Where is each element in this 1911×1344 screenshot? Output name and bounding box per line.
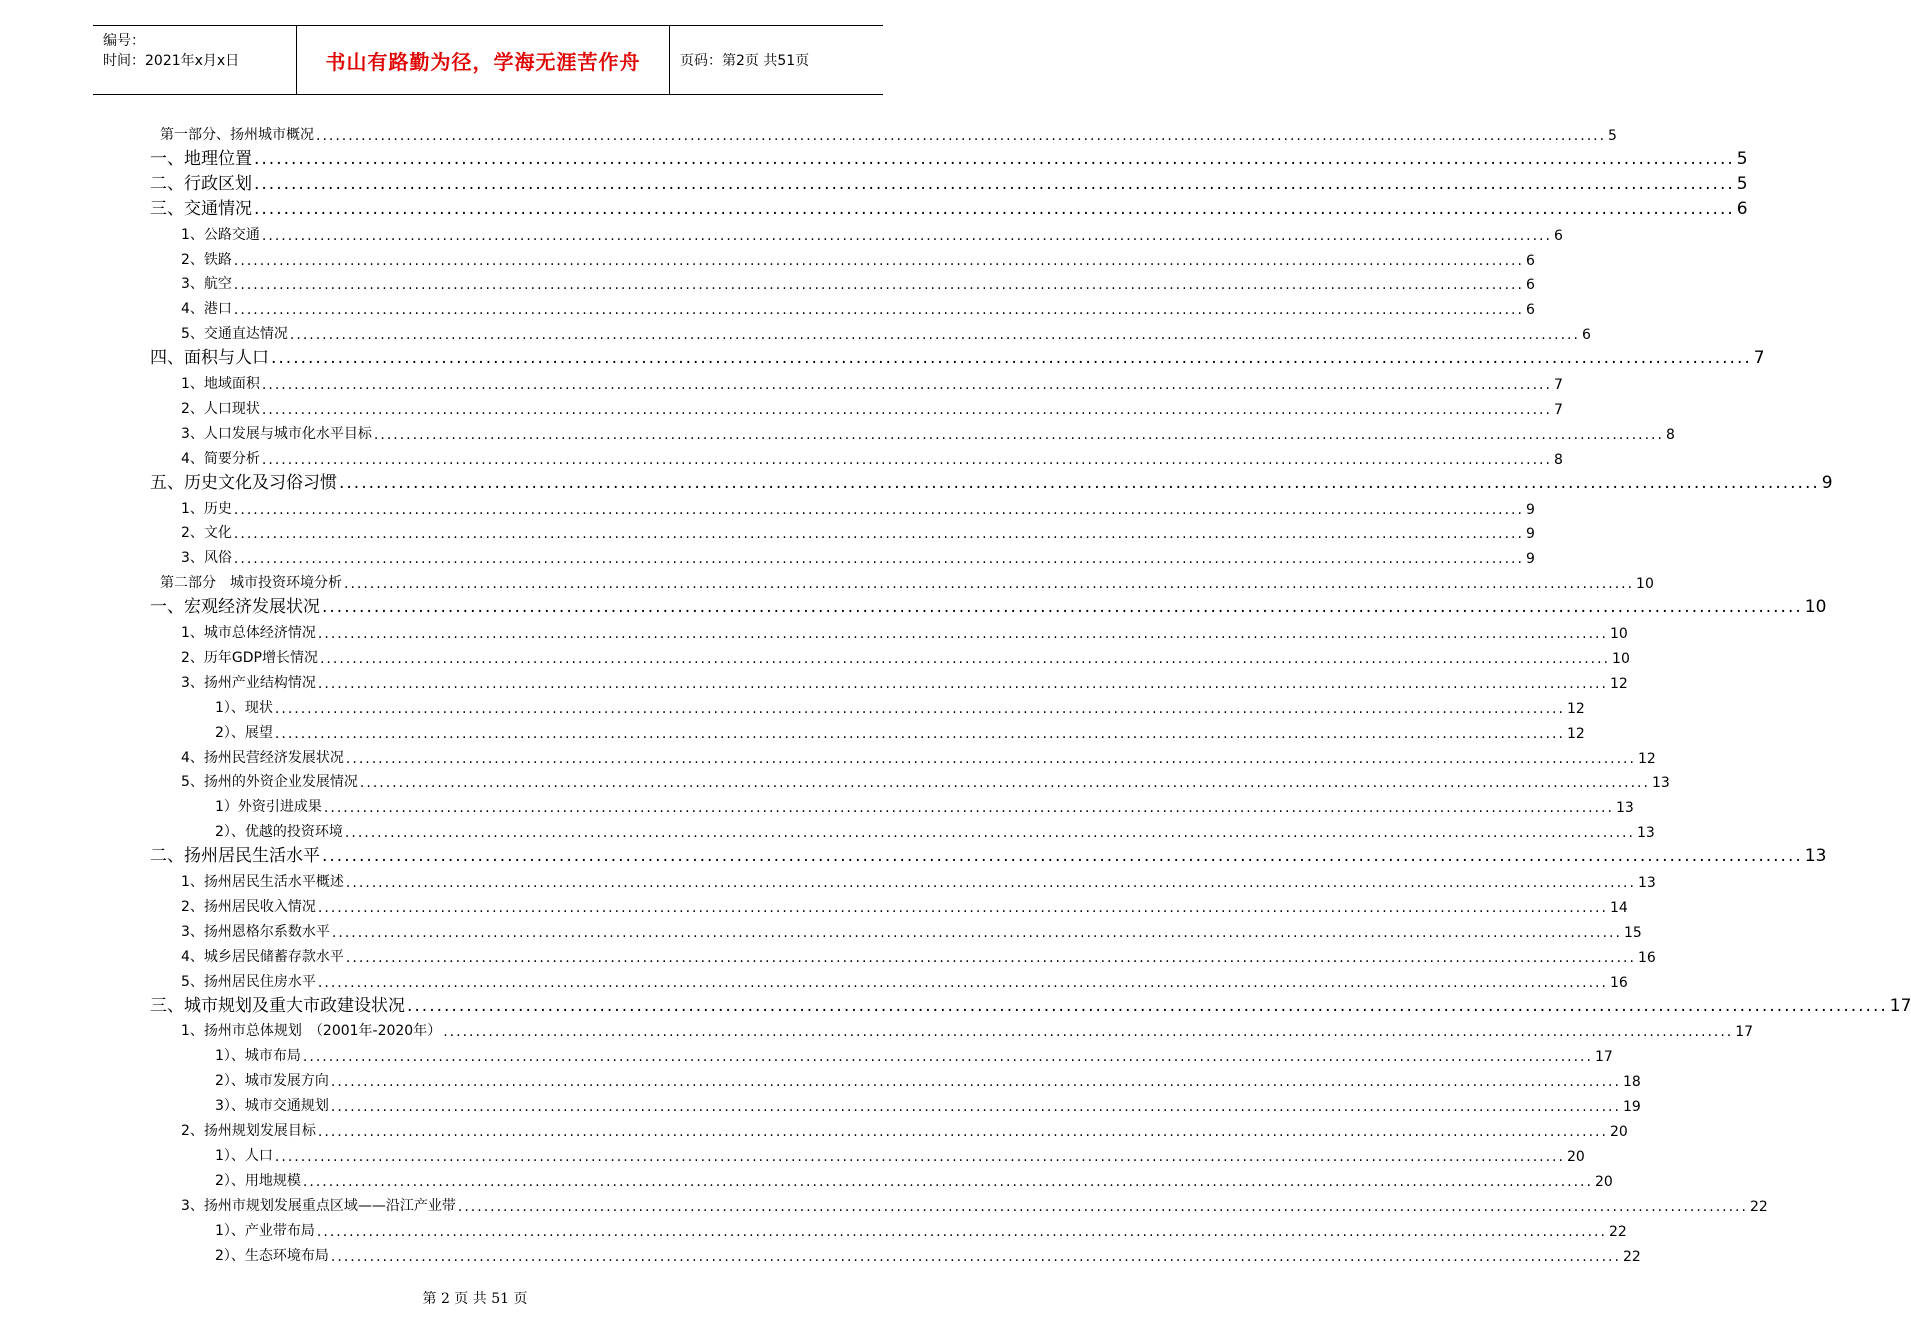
toc-dot-leader: ........................................................................................................................................................................................................ xyxy=(274,700,1565,717)
toc-entry[interactable] xyxy=(215,1043,1613,1066)
toc-entry-page: 13 xyxy=(1637,875,1656,891)
toc-entry-title: 一、地理位置 xyxy=(150,148,252,169)
toc-entry-page: 20 xyxy=(1594,1173,1613,1190)
toc-entry-page: 17 xyxy=(1594,1049,1613,1066)
toc-entry[interactable] xyxy=(181,670,1628,692)
toc-entry[interactable] xyxy=(150,172,1748,194)
toc-entry[interactable] xyxy=(215,720,1585,742)
toc-entry[interactable] xyxy=(181,1193,1768,1215)
toc-entry[interactable] xyxy=(215,695,1585,717)
toc-entry-title: 3、扬州恩格尔系数水平 xyxy=(181,923,330,940)
toc-entry-page: 5 xyxy=(1736,173,1748,194)
toc-entry-page: 22 xyxy=(1608,1223,1627,1240)
toc-entry-page: 16 xyxy=(1637,949,1656,966)
toc-entry[interactable] xyxy=(215,1218,1627,1240)
toc-entry-page: 7 xyxy=(1553,401,1563,418)
toc-entry[interactable] xyxy=(150,471,1833,493)
toc-entry[interactable] xyxy=(150,346,1765,369)
toc-entry-title: 3、扬州市规划发展重点区域——沿江产业带 xyxy=(181,1197,456,1214)
toc-entry[interactable] xyxy=(181,869,1656,891)
toc-entry-title: 2、人口现状 xyxy=(181,400,260,417)
document-time-label: 时间：2021年x月x日 xyxy=(103,53,240,69)
toc-entry-page: 18 xyxy=(1622,1074,1641,1091)
toc-entry-page: 12 xyxy=(1566,725,1585,742)
toc-entry[interactable] xyxy=(150,994,1911,1016)
toc-entry[interactable] xyxy=(215,819,1655,842)
toc-entry-title: 五、历史文化及习俗习惯 xyxy=(150,472,337,493)
toc-dot-leader: ........................................................................................................................................................................................................ xyxy=(330,1074,1621,1091)
toc-entry-page: 19 xyxy=(1622,1099,1641,1116)
toc-entry[interactable] xyxy=(181,247,1535,269)
toc-entry-title: 5、交通直达情况 xyxy=(181,326,288,343)
toc-entry-title: 1、城市总体经济情况 xyxy=(181,625,316,641)
toc-entry[interactable] xyxy=(181,371,1563,393)
toc-entry-title: 4、扬州民营经济发展状况 xyxy=(181,749,344,766)
toc-dot-leader: ........................................................................................................................................................................................................ xyxy=(457,1198,1748,1215)
toc-dot-leader: ........................................................................................................................................................................................................ xyxy=(302,1049,1593,1066)
toc-entry-title: 3、扬州产业结构情况 xyxy=(181,674,316,691)
header-middle-cell xyxy=(297,26,670,94)
toc-entry-page: 10 xyxy=(1804,597,1827,618)
toc-entry[interactable] xyxy=(181,321,1591,344)
toc-dot-leader: ........................................................................................................................................................................................................ xyxy=(443,1024,1734,1041)
toc-dot-leader: ........................................................................................................................................................................................................ xyxy=(254,198,1735,219)
toc-entry-page: 12 xyxy=(1609,675,1628,692)
toc-entry[interactable] xyxy=(215,1168,1613,1190)
toc-dot-leader: ........................................................................................................................................................................................................ xyxy=(344,825,1635,842)
toc-entry[interactable] xyxy=(215,1243,1641,1265)
toc-dot-leader: ........................................................................................................................................................................................................ xyxy=(233,551,1524,568)
toc-entry[interactable] xyxy=(181,645,1630,667)
toc-entry-page: 6 xyxy=(1525,252,1535,269)
toc-dot-leader: ........................................................................................................................................................................................................ xyxy=(274,725,1565,742)
toc-entry-page: 9 xyxy=(1821,472,1833,493)
toc-dot-leader: ........................................................................................................................................................................................................ xyxy=(316,1223,1607,1240)
toc-entry-title: 4、港口 xyxy=(181,301,232,318)
header-motto: 书山有路勤为径，学海无涯苦作舟 xyxy=(325,49,641,74)
toc-dot-leader: ........................................................................................................................................................................................................ xyxy=(261,451,1552,468)
toc-entry-title: 5、扬州居民住房水平 xyxy=(181,973,316,990)
document-number-label: 编号： xyxy=(103,33,145,49)
toc-entry-title: 1、地域面积 xyxy=(181,376,260,392)
toc-dot-leader: ........................................................................................................................................................................................................ xyxy=(317,1124,1608,1140)
toc-entry-page: 14 xyxy=(1609,899,1628,916)
toc-entry-title: 2、铁路 xyxy=(181,251,232,268)
toc-entry[interactable] xyxy=(215,1093,1641,1116)
toc-entry-page: 20 xyxy=(1566,1148,1585,1165)
page-header xyxy=(93,25,883,95)
toc-entry-title: 第一部分、扬州城市概况 xyxy=(160,127,314,143)
toc-dot-leader: ........................................................................................................................................................................................................ xyxy=(319,650,1611,667)
toc-entry-page: 16 xyxy=(1609,974,1628,991)
toc-entry-page: 15 xyxy=(1623,924,1642,941)
page-footer: 第 2 页 共 51 页 xyxy=(422,1291,528,1307)
toc-entry-page: 17 xyxy=(1735,1024,1754,1041)
toc-entry-title: 3、人口发展与城市化水平目标 xyxy=(181,425,372,442)
toc-entry-title: 2、扬州居民收入情况 xyxy=(181,898,316,915)
toc-entry[interactable] xyxy=(160,122,1617,144)
toc-dot-leader: ........................................................................................................................................................................................................ xyxy=(261,401,1552,418)
toc-entry-page: 20 xyxy=(1609,1124,1628,1140)
toc-entry-page: 13 xyxy=(1651,775,1670,792)
toc-dot-leader: ........................................................................................................................................................................................................ xyxy=(407,995,1888,1016)
toc-entry[interactable] xyxy=(181,969,1628,991)
toc-dot-leader: ........................................................................................................................................................................................................ xyxy=(274,1148,1565,1165)
toc-entry-title: 3、航空 xyxy=(181,276,232,293)
toc-dot-leader: ........................................................................................................................................................................................................ xyxy=(271,348,1752,369)
toc-entry-title: 1）外资引进成果 xyxy=(215,799,322,816)
toc-entry-title: 1、公路交通 xyxy=(181,226,260,243)
toc-entry-title: 2、扬州规划发展目标 xyxy=(181,1123,316,1139)
toc-entry-page: 6 xyxy=(1581,327,1591,344)
toc-entry[interactable] xyxy=(181,520,1535,543)
toc-entry-title: 第二部分 城市投资环境分析 xyxy=(160,575,342,592)
toc-entry-title: 2）、生态环境布局 xyxy=(215,1247,329,1264)
toc-dot-leader: ........................................................................................................................................................................................................ xyxy=(302,1173,1593,1190)
toc-dot-leader: ........................................................................................................................................................................................................ xyxy=(322,846,1803,867)
toc-dot-leader: ........................................................................................................................................................................................................ xyxy=(330,1248,1621,1265)
toc-entry[interactable] xyxy=(181,421,1675,443)
toc-entry-title: 1）、人口 xyxy=(215,1147,273,1164)
toc-entry[interactable] xyxy=(181,446,1563,468)
toc-entry-page: 10 xyxy=(1612,650,1630,667)
toc-entry-title: 三、交通情况 xyxy=(150,198,252,219)
toc-entry[interactable] xyxy=(181,620,1628,642)
toc-entry[interactable] xyxy=(150,197,1748,219)
toc-dot-leader: ........................................................................................................................................................................................................ xyxy=(317,675,1608,692)
toc-entry[interactable] xyxy=(181,396,1563,418)
toc-entry-page: 9 xyxy=(1525,551,1535,568)
toc-entry-title: 3）、城市交通规划 xyxy=(215,1098,329,1115)
toc-entry-page: 13 xyxy=(1636,825,1655,842)
toc-entry-page: 13 xyxy=(1804,846,1827,867)
toc-dot-leader: ........................................................................................................................................................................................................ xyxy=(323,800,1614,817)
toc-entry[interactable] xyxy=(181,496,1535,518)
toc-entry-title: 2、历年GDP增长情况 xyxy=(181,649,318,666)
toc-entry[interactable] xyxy=(181,222,1563,244)
toc-entry-title: 四、面积与人口 xyxy=(150,348,269,369)
toc-dot-leader: ........................................................................................................................................................................................................ xyxy=(316,128,1607,144)
toc-entry[interactable] xyxy=(181,271,1535,294)
toc-entry[interactable] xyxy=(181,745,1656,767)
toc-entry-title: 1）、产业带布局 xyxy=(215,1222,315,1239)
toc-entry-title: 二、扬州居民生活水平 xyxy=(150,846,320,867)
toc-dot-leader: ........................................................................................................................................................................................................ xyxy=(233,526,1524,543)
toc-dot-leader: ........................................................................................................................................................................................................ xyxy=(261,227,1552,244)
toc-dot-leader: ........................................................................................................................................................................................................ xyxy=(233,501,1524,518)
toc-entry-title: 2、文化 xyxy=(181,525,232,542)
toc-entry-title: 三、城市规划及重大市政建设状况 xyxy=(150,995,405,1016)
toc-entry[interactable] xyxy=(215,1143,1585,1165)
toc-entry[interactable] xyxy=(181,296,1535,319)
toc-entry-title: 2）、展望 xyxy=(215,724,273,741)
toc-entry-title: 2）、优越的投资环境 xyxy=(215,824,343,841)
toc-dot-leader: ........................................................................................................................................................................................................ xyxy=(330,1099,1621,1116)
toc-entry-page: 7 xyxy=(1553,377,1563,393)
toc-entry[interactable] xyxy=(181,944,1656,966)
toc-entry[interactable] xyxy=(181,1018,1754,1041)
toc-entry-page: 6 xyxy=(1736,198,1748,219)
toc-entry-page: 5 xyxy=(1736,148,1748,169)
toc-entry-page: 22 xyxy=(1749,1198,1768,1215)
toc-dot-leader: ........................................................................................................................................................................................................ xyxy=(317,899,1608,916)
toc-entry-page: 10 xyxy=(1609,626,1628,642)
toc-entry-page: 12 xyxy=(1566,700,1585,717)
toc-entry[interactable] xyxy=(181,894,1628,916)
toc-dot-leader: ........................................................................................................................................................................................................ xyxy=(233,252,1524,269)
toc-dot-leader: ........................................................................................................................................................................................................ xyxy=(322,597,1803,618)
toc-dot-leader: ........................................................................................................................................................................................................ xyxy=(261,377,1552,393)
toc-entry-page: 22 xyxy=(1622,1248,1641,1265)
toc-dot-leader: ........................................................................................................................................................................................................ xyxy=(254,173,1735,194)
toc-entry-title: 1、扬州居民生活水平概述 xyxy=(181,874,344,890)
toc-entry-page: 5 xyxy=(1608,128,1617,144)
toc-entry[interactable] xyxy=(181,1118,1628,1140)
toc-entry-title: 4、简要分析 xyxy=(181,450,260,467)
toc-entry[interactable] xyxy=(181,545,1535,568)
toc-entry-page: 9 xyxy=(1525,526,1535,543)
toc-entry[interactable] xyxy=(160,570,1654,593)
header-left-cell xyxy=(93,26,297,94)
toc-dot-leader: ........................................................................................................................................................................................................ xyxy=(344,576,1635,593)
toc-dot-leader: ........................................................................................................................................................................................................ xyxy=(345,875,1636,891)
toc-entry-page: 6 xyxy=(1553,227,1563,244)
toc-dot-leader: ........................................................................................................................................................................................................ xyxy=(254,148,1735,169)
toc-entry[interactable] xyxy=(181,769,1670,792)
toc-entry-title: 1、历史 xyxy=(181,500,232,517)
toc-entry[interactable] xyxy=(150,147,1748,169)
toc-entry-page: 6 xyxy=(1525,277,1535,294)
toc-dot-leader: ........................................................................................................................................................................................................ xyxy=(331,924,1622,941)
toc-entry-page: 8 xyxy=(1665,426,1675,443)
toc-entry-title: 二、行政区划 xyxy=(150,173,252,194)
toc-dot-leader: ........................................................................................................................................................................................................ xyxy=(289,327,1580,344)
toc-entry[interactable] xyxy=(181,919,1642,941)
toc-entry-title: 1、扬州市总体规划 （2001年-2020年） xyxy=(181,1023,442,1040)
toc-dot-leader: ........................................................................................................................................................................................................ xyxy=(233,277,1524,294)
toc-entry-title: 5、扬州的外资企业发展情况 xyxy=(181,774,358,791)
toc-dot-leader: ........................................................................................................................................................................................................ xyxy=(317,974,1608,991)
toc-entry-page: 12 xyxy=(1637,750,1656,767)
toc-dot-leader: ........................................................................................................................................................................................................ xyxy=(359,775,1650,792)
toc-entry[interactable] xyxy=(150,595,1827,618)
toc-dot-leader: ........................................................................................................................................................................................................ xyxy=(317,626,1608,642)
toc-dot-leader: ........................................................................................................................................................................................................ xyxy=(233,302,1524,319)
header-page-label: 页码：第2页 共51页 xyxy=(680,53,810,69)
toc-entry-title: 1）、现状 xyxy=(215,699,273,716)
toc-entry-title: 1）、城市布局 xyxy=(215,1048,301,1065)
toc-entry[interactable] xyxy=(215,1068,1641,1091)
toc-dot-leader: ........................................................................................................................................................................................................ xyxy=(345,750,1636,767)
toc-entry-page: 10 xyxy=(1636,576,1654,593)
toc-entry-page: 6 xyxy=(1525,302,1535,319)
toc-entry-page: 13 xyxy=(1615,800,1634,817)
toc-entry-page: 17 xyxy=(1889,995,1911,1016)
toc-entry-title: 一、宏观经济发展状况 xyxy=(150,597,320,618)
toc-entry-title: 2）、用地规模 xyxy=(215,1172,301,1189)
toc-entry-title: 3、风俗 xyxy=(181,550,232,567)
toc-entry-page: 9 xyxy=(1525,501,1535,518)
header-right-cell xyxy=(670,26,883,94)
toc-dot-leader: ........................................................................................................................................................................................................ xyxy=(345,949,1636,966)
toc-entry[interactable] xyxy=(150,844,1827,867)
toc-entry[interactable] xyxy=(215,794,1634,817)
toc-entry-page: 7 xyxy=(1753,348,1765,369)
toc-entry-page: 8 xyxy=(1553,451,1563,468)
toc-dot-leader: ........................................................................................................................................................................................................ xyxy=(339,472,1820,493)
toc-entry-title: 2）、城市发展方向 xyxy=(215,1073,329,1090)
toc-entry-title: 4、城乡居民储蓄存款水平 xyxy=(181,948,344,965)
toc-dot-leader: ........................................................................................................................................................................................................ xyxy=(373,426,1664,443)
